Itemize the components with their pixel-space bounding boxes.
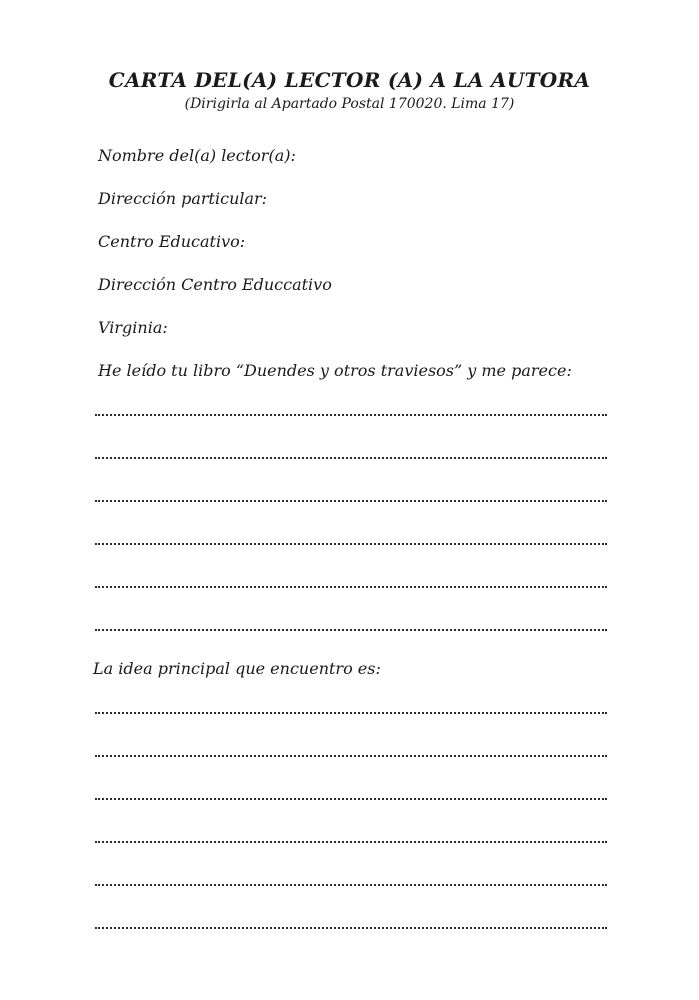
answer-line[interactable] <box>95 712 607 714</box>
main-idea-prompt: La idea principal que encuentro es: <box>93 659 381 678</box>
answer-line[interactable] <box>95 414 607 416</box>
answer-line[interactable] <box>95 927 607 929</box>
answer-line[interactable] <box>95 500 607 502</box>
mailing-address-note: (Dirigirla al Apartado Postal 170020. Lima 17) <box>184 96 515 112</box>
greeting-label: Virginia: <box>98 318 168 337</box>
home-address-label: Dirección particular: <box>98 189 268 208</box>
answer-line[interactable] <box>95 586 607 588</box>
answer-line[interactable] <box>95 884 607 886</box>
answer-line[interactable] <box>95 629 607 631</box>
reader-name-label: Nombre del(a) lector(a): <box>98 146 296 165</box>
answer-line[interactable] <box>95 798 607 800</box>
book-opinion-prompt: He leído tu libro “Duendes y otros traviesos” y me parece: <box>98 361 572 380</box>
answer-line[interactable] <box>95 755 607 757</box>
school-label: Centro Educativo: <box>98 232 246 251</box>
answer-line[interactable] <box>95 841 607 843</box>
school-address-label: Dirección Centro Educcativo <box>98 275 332 294</box>
answer-line[interactable] <box>95 543 607 545</box>
answer-line[interactable] <box>95 457 607 459</box>
letter-title: CARTA DEL(A) LECTOR (A) A LA AUTORA <box>108 68 591 92</box>
